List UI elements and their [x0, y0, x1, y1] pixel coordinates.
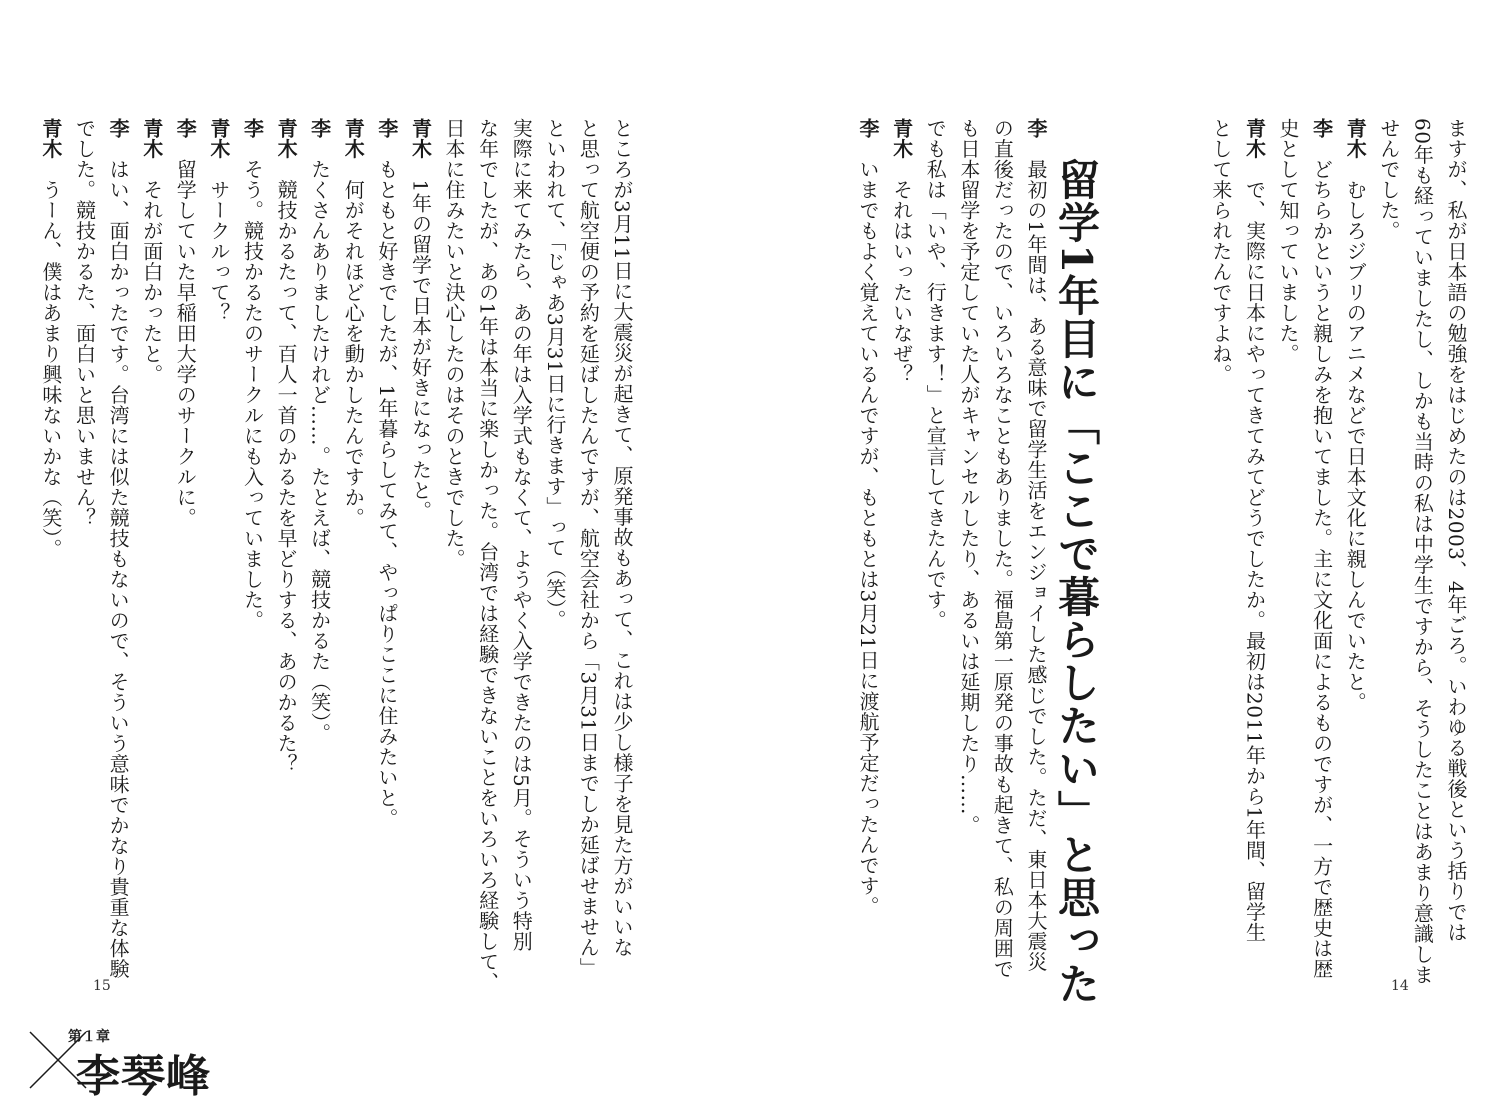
- page-number-left: 15: [93, 978, 111, 994]
- text-line: [1371, 118, 1405, 985]
- text-line: [101, 118, 135, 992]
- line-text: もともと好きでしたが、1年暮らしてみて、やっぱりここに住みたいと。: [374, 159, 399, 829]
- speaker-label: 李: [374, 118, 399, 139]
- text-line: [1237, 118, 1271, 985]
- line-text: な年でしたが、あの1年は本当に楽しかった。台湾では経験できないことをいろいろ経験して、: [475, 118, 500, 993]
- right-body-text-before: [1203, 118, 1472, 985]
- speaker-label: 青木: [889, 118, 914, 159]
- text-line: [67, 118, 101, 992]
- line-text: いまでもよく覚えているんですが、もともとは3月21日に渡航予定だったんです。: [856, 159, 881, 917]
- text-line: [201, 118, 235, 992]
- speaker-label: 李: [106, 118, 131, 139]
- speaker-label: 李: [173, 118, 198, 139]
- text-line: [1304, 118, 1338, 985]
- text-line: [168, 118, 202, 992]
- speaker-label: 李: [856, 118, 881, 139]
- line-text: むしろジブリのアニメなどで日本文化に親しんでいたと。: [1343, 179, 1368, 713]
- chapter-name: 李琴峰: [76, 1051, 211, 1102]
- text-line: [1203, 118, 1237, 985]
- text-line: [336, 118, 370, 992]
- text-line: [268, 118, 302, 992]
- speaker-label: 李: [1024, 118, 1048, 139]
- text-line: [571, 118, 605, 992]
- speaker-label: 青木: [139, 118, 164, 159]
- line-text: サークルって？: [206, 179, 231, 323]
- speaker-label: 青木: [408, 118, 433, 159]
- line-text: 1年の留学で日本が好きになったと。: [408, 179, 433, 521]
- speaker-label: 青木: [1343, 118, 1368, 159]
- text-line: [604, 118, 638, 992]
- line-text: 史として知っていました。: [1276, 118, 1301, 364]
- line-text: せんでした。: [1376, 118, 1401, 241]
- line-text: も日本留学を予定していた人がキャンセルしたり、あるいは延期したり……。: [956, 118, 981, 836]
- line-text: でも私は「いや、行きます！」と宣言してきたんです。: [923, 118, 948, 631]
- line-text: たくさんありましたけれど……。たとえば、競技かるた（笑）。: [307, 159, 332, 744]
- text-line: [504, 118, 538, 992]
- line-text: それはいったいなぜ？: [889, 179, 914, 385]
- text-line: [884, 118, 918, 979]
- text-line: [918, 118, 952, 979]
- line-text: と思って航空便の予約を延ばしたんですが、航空会社から「3月31日までしか延ばせません」: [576, 118, 601, 978]
- text-line: [985, 118, 1019, 979]
- line-text: ところが3月11日に大震災が起きて、原発事故もあって、これは少し様子を見た方がいいな: [610, 118, 634, 958]
- line-text: 何がそれほど心を動かしたんですか。: [341, 179, 366, 528]
- section-heading: 留学1年目に「ここで暮らしたい」と思った: [1052, 158, 1101, 1006]
- page-number-right: 14: [1391, 978, 1409, 994]
- text-line: [1438, 118, 1472, 985]
- line-text: として来られたんですよね。: [1208, 118, 1233, 385]
- line-text: でした。競技かるた、面白いと思いません？: [72, 118, 97, 528]
- text-line: [403, 118, 437, 992]
- line-text: 実際に来てみたら、あの年は入学式もなくて、ようやく入学できたのは5月。そういう特別: [509, 118, 534, 952]
- line-text: 競技かるたって、百人一首のかるたを早どりする、あのかるた？: [274, 179, 299, 774]
- line-text: うーん、僕はあまり興味ないかな（笑）。: [38, 179, 63, 559]
- text-line: [134, 118, 168, 992]
- text-line: [1338, 118, 1372, 985]
- speaker-label: 青木: [341, 118, 366, 159]
- text-line: [1405, 118, 1439, 985]
- speaker-label: 青木: [38, 118, 63, 159]
- line-text: の直後だったので、いろいろなこともありました。福島第一原発の事故も起きて、私の周囲で: [990, 118, 1015, 979]
- line-text: といわれて、「じゃあ3月31日に行きます」って（笑）。: [542, 118, 567, 630]
- text-line: [850, 118, 884, 979]
- text-line: [235, 118, 269, 992]
- speaker-label: 青木: [1242, 118, 1267, 159]
- line-text: どちらかというと親しみを抱いてました。主に文化面によるものですが、一方で歴史は歴: [1309, 159, 1334, 979]
- text-line: [369, 118, 403, 992]
- text-line: [537, 118, 571, 992]
- text-line: [302, 118, 336, 992]
- right-page: [750, 0, 1500, 1102]
- line-text: 最初の1年間は、ある意味で留学生活をエンジョイした感じでした。ただ、東日本大震災: [1024, 159, 1048, 972]
- line-text: 留学していた早稲田大学のサークルに。: [173, 159, 198, 528]
- text-line: [1018, 118, 1052, 979]
- line-text: 60年も経っていましたし、しかも当時の私は中学生ですから、そうしたことはあまり意識しま: [1410, 118, 1435, 985]
- text-line: [436, 118, 470, 992]
- speaker-label: 李: [307, 118, 332, 139]
- line-text: 日本に住みたいと決心したのはそのときでした。: [442, 118, 467, 569]
- text-line: [951, 118, 985, 979]
- left-body-text: [33, 118, 638, 992]
- line-text: そう。競技かるたのサークルにも入っていました。: [240, 159, 265, 631]
- speaker-label: 青木: [274, 118, 299, 159]
- left-page: [0, 0, 750, 1102]
- line-text: で、実際に日本にやってきてみてどうでしたか。最初は2011年から1年間、留学生: [1242, 179, 1267, 943]
- chapter-label: 第１章: [68, 1029, 110, 1045]
- speaker-label: 李: [1309, 118, 1334, 139]
- text-line: [1270, 118, 1304, 985]
- text-line: [33, 118, 67, 992]
- line-text: ますが、私が日本語の勉強をはじめたのは2003、4年ごろ。いわゆる戦後という括りでは: [1444, 118, 1468, 943]
- line-text: はい、面白かったです。台湾には似た競技もないので、そういう意味でかなり貴重な体験: [106, 159, 131, 979]
- line-text: それが面白かったと。: [139, 179, 164, 385]
- right-body-text-after: [850, 118, 1052, 979]
- text-line: [470, 118, 504, 992]
- speaker-label: 青木: [206, 118, 231, 159]
- speaker-label: 李: [240, 118, 265, 139]
